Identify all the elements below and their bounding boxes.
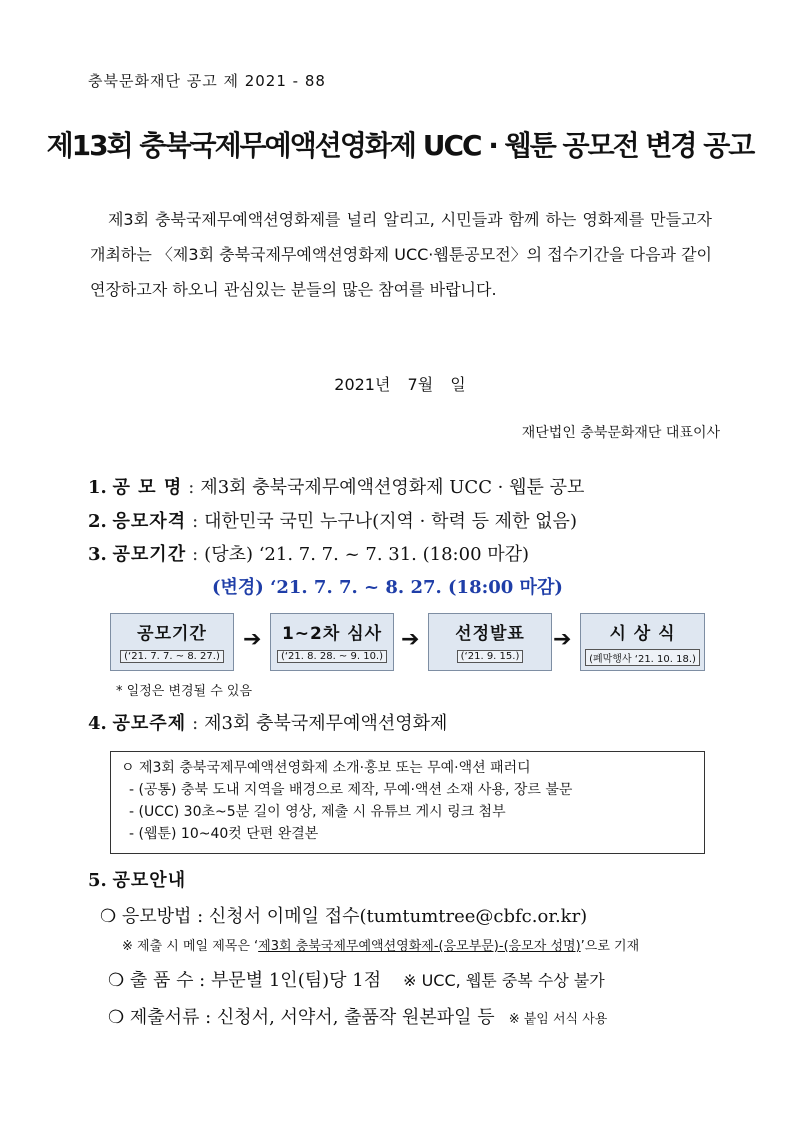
mail-note-prefix: ※ 제출 시 메일 제목은 ‘ bbox=[122, 939, 259, 954]
section-1 bbox=[88, 473, 584, 499]
flow-step-date: (‘21. 7. 7. ~ 8. 27.) bbox=[120, 650, 224, 663]
section-2 bbox=[88, 507, 577, 533]
section-number: 2. bbox=[88, 511, 107, 532]
arrow-right-icon: ➔ bbox=[401, 627, 420, 652]
section-label: 공모기간 bbox=[112, 544, 187, 565]
signer: 재단법인 충북문화재단 대표이사 bbox=[521, 425, 720, 441]
colon: : bbox=[192, 511, 199, 532]
section-value: 대한민국 국민 누구나(지역 · 학력 등 제한 없음) bbox=[204, 511, 577, 532]
colon: : bbox=[188, 477, 195, 498]
arrow-right-icon: ➔ bbox=[243, 627, 262, 652]
page-title: 제13회 충북국제무예액션영화제 UCC · 웹툰 공모전 변경 공고 bbox=[46, 129, 754, 162]
count-note: ※ UCC, 웹툰 중복 수상 불가 bbox=[403, 971, 605, 990]
flow-step-1 bbox=[110, 613, 234, 671]
notice-date: 2021년 7월 일 bbox=[334, 375, 466, 394]
theme-box bbox=[110, 751, 705, 854]
flow-step-title: 선정발표 bbox=[455, 624, 525, 644]
section-number: 4. bbox=[88, 713, 107, 734]
colon: : bbox=[192, 544, 199, 565]
theme-line: - (웹툰) 10~40컷 단편 완결본 bbox=[129, 826, 319, 842]
flow-step-date: (‘21. 8. 28. ~ 9. 10.) bbox=[277, 650, 387, 663]
count-text: ❍ 출 품 수 : 부문별 1인(팀)당 1점 bbox=[108, 970, 382, 991]
flow-step-2 bbox=[270, 613, 394, 671]
section-label: 응모자격 bbox=[112, 511, 187, 532]
section-number: 3. bbox=[88, 544, 107, 565]
intro-paragraph bbox=[90, 202, 712, 307]
intro-text: 제3회 충북국제무예액션영화제를 널리 알리고, 시민들과 함께 하는 영화제를 만들고자 개최하는 〈제3회 충북국제무예액션영화제 UCC·웹툰공모전〉의 접수기간을 다음과 같이 연장하고자 하오니 관심있는 분들의 많은 참여를 바랍니다. bbox=[90, 210, 712, 299]
docs-note: ※ 붙임 서식 사용 bbox=[508, 1012, 608, 1027]
mail-note-subject: 제3회 충북국제무예액션영화제-(응모부문)-(응모자 성명) bbox=[258, 939, 581, 954]
schedule-flow bbox=[110, 613, 710, 673]
mail-subject-note bbox=[122, 935, 639, 954]
section-3 bbox=[88, 540, 529, 566]
changed-period: (변경) ‘21. 7. 7. ~ 8. 27. (18:00 마감) bbox=[212, 577, 563, 598]
guide-count bbox=[108, 966, 605, 992]
mail-note-suffix: ’으로 기재 bbox=[580, 939, 640, 954]
flow-step-3 bbox=[428, 613, 552, 671]
section-5 bbox=[88, 866, 186, 892]
section-4 bbox=[88, 709, 447, 735]
schedule-note: * 일정은 변경될 수 있음 bbox=[116, 684, 253, 699]
flow-step-date: (폐막행사 ‘21. 10. 18.) bbox=[585, 649, 700, 666]
section-number: 5. bbox=[88, 870, 107, 891]
docs-text: ❍ 제출서류 : 신청서, 서약서, 출품작 원본파일 등 bbox=[108, 1007, 495, 1028]
section-value: (당초) ‘21. 7. 7. ~ 7. 31. (18:00 마감) bbox=[204, 544, 530, 565]
section-label: 공모안내 bbox=[112, 870, 187, 891]
guide-docs bbox=[108, 1003, 607, 1029]
section-value: 제3회 충북국제무예액션영화제 bbox=[204, 713, 448, 734]
section-number: 1. bbox=[88, 477, 107, 498]
guide-method: ❍ 응모방법 : 신청서 이메일 접수(tumtumtree@cbfc.or.kr) bbox=[100, 906, 588, 927]
notice-number: 충북문화재단 공고 제 2021 - 88 bbox=[88, 72, 326, 90]
colon: : bbox=[192, 713, 199, 734]
section-label: 공 모 명 bbox=[112, 477, 183, 498]
theme-line: - (공통) 충북 도내 지역을 배경으로 제작, 무예·액션 소재 사용, 장르 불문 bbox=[129, 782, 573, 798]
section-value: 제3회 충북국제무예액션영화제 UCC · 웹툰 공모 bbox=[200, 477, 585, 498]
arrow-right-icon: ➔ bbox=[553, 627, 572, 652]
theme-line: ㅇ 제3회 충북국제무예액션영화제 소개·홍보 또는 무예·액션 패러디 bbox=[121, 760, 531, 776]
flow-step-title: 시 상 식 bbox=[609, 624, 676, 644]
flow-step-date: (‘21. 9. 15.) bbox=[457, 650, 524, 663]
section-label: 공모주제 bbox=[112, 713, 187, 734]
theme-line: - (UCC) 30초~5분 길이 영상, 제출 시 유튜브 게시 링크 첨부 bbox=[129, 804, 506, 820]
flow-step-title: 1~2차 심사 bbox=[281, 624, 383, 644]
flow-step-title: 공모기간 bbox=[137, 624, 207, 644]
flow-step-4 bbox=[580, 613, 705, 671]
